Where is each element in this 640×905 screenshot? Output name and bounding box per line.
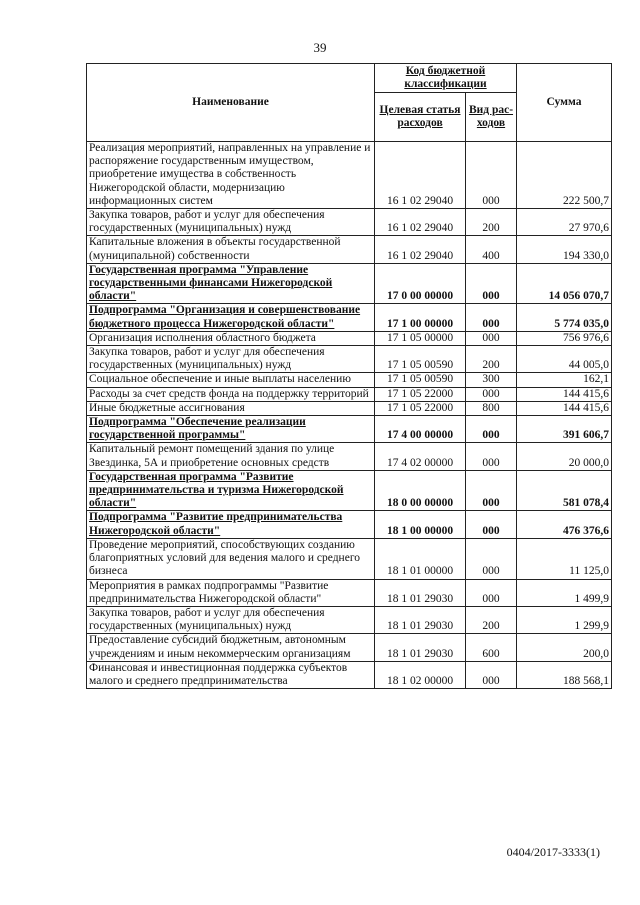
- row-sum: 222 500,7: [517, 142, 612, 209]
- header-target-article: Целевая статья расходов: [375, 93, 466, 142]
- header-expense-type: Вид рас-ходов: [466, 93, 517, 142]
- row-sum: 581 078,4: [517, 470, 612, 511]
- row-target-article: 18 1 01 29030: [375, 579, 466, 606]
- row-target-article: 17 0 00 00000: [375, 263, 466, 304]
- table-row: [87, 606, 612, 633]
- table-row: [87, 346, 612, 373]
- row-name: Социальное обеспечение и иные выплаты населению: [87, 373, 375, 387]
- table-row: [87, 373, 612, 387]
- row-expense-type: 000: [466, 416, 517, 443]
- row-name: Мероприятия в рамках подпрограммы "Развитие предпринимательства Нижегородской области": [87, 579, 375, 606]
- row-name: Финансовая и инвестиционная поддержка субъектов малого и среднего предпринимательства: [87, 661, 375, 688]
- row-name: Подпрограмма "Обеспечение реализации государственной программы": [87, 416, 375, 443]
- document-code: 0404/2017-3333(1): [506, 845, 600, 859]
- row-sum: 188 568,1: [517, 661, 612, 688]
- row-sum: 1 299,9: [517, 606, 612, 633]
- row-target-article: 17 1 05 00590: [375, 373, 466, 387]
- row-name: Государственная программа "Развитие предпринимательства и туризма Нижегородской области": [87, 470, 375, 511]
- row-target-article: 17 4 00 00000: [375, 416, 466, 443]
- row-expense-type: 000: [466, 142, 517, 209]
- table-row: [87, 511, 612, 538]
- row-target-article: 18 0 00 00000: [375, 470, 466, 511]
- row-expense-type: 000: [466, 579, 517, 606]
- row-sum: 27 970,6: [517, 209, 612, 236]
- row-target-article: 17 1 00 00000: [375, 304, 466, 331]
- row-sum: 200,0: [517, 634, 612, 661]
- row-expense-type: 200: [466, 209, 517, 236]
- row-target-article: 18 1 01 29030: [375, 606, 466, 633]
- row-sum: 20 000,0: [517, 443, 612, 470]
- row-name: Закупка товаров, работ и услуг для обеспечения государственных (муниципальных) нужд: [87, 606, 375, 633]
- row-expense-type: 000: [466, 538, 517, 579]
- table-header: [87, 64, 612, 142]
- row-name: Реализация мероприятий, направленных на управление и распоряжение государственным имуществом, приобретение имущества в собственность Нижегородской области, модернизацию информационных систем: [87, 142, 375, 209]
- table-row: [87, 579, 612, 606]
- row-expense-type: 800: [466, 401, 517, 415]
- row-expense-type: 200: [466, 346, 517, 373]
- row-sum: 756 976,6: [517, 331, 612, 345]
- row-sum: 14 056 070,7: [517, 263, 612, 304]
- row-name: Расходы за счет средств фонда на поддержку территорий: [87, 387, 375, 401]
- row-expense-type: 000: [466, 304, 517, 331]
- row-sum: 44 005,0: [517, 346, 612, 373]
- table-row: [87, 634, 612, 661]
- row-expense-type: 000: [466, 443, 517, 470]
- row-expense-type: 000: [466, 470, 517, 511]
- row-target-article: 18 1 00 00000: [375, 511, 466, 538]
- row-name: Капитальные вложения в объекты государственной (муниципальной) собственности: [87, 236, 375, 263]
- row-sum: 194 330,0: [517, 236, 612, 263]
- row-expense-type: 300: [466, 373, 517, 387]
- row-target-article: 17 1 05 22000: [375, 387, 466, 401]
- table-row: [87, 304, 612, 331]
- row-expense-type: 000: [466, 263, 517, 304]
- row-target-article: 18 1 02 00000: [375, 661, 466, 688]
- header-name: Наименование: [87, 64, 375, 142]
- row-target-article: 16 1 02 29040: [375, 209, 466, 236]
- row-name: Предоставление субсидий бюджетным, автономным учреждениям и иным некоммерческим организациям: [87, 634, 375, 661]
- row-sum: 11 125,0: [517, 538, 612, 579]
- row-expense-type: 200: [466, 606, 517, 633]
- table-row: [87, 142, 612, 209]
- row-name: Закупка товаров, работ и услуг для обеспечения государственных (муниципальных) нужд: [87, 346, 375, 373]
- table-row: [87, 387, 612, 401]
- row-expense-type: 000: [466, 331, 517, 345]
- row-sum: 144 415,6: [517, 401, 612, 415]
- row-name: Подпрограмма "Развитие предпринимательства Нижегородской области": [87, 511, 375, 538]
- row-name: Государственная программа "Управление государственными финансами Нижегородской области": [87, 263, 375, 304]
- table-row: [87, 416, 612, 443]
- row-target-article: 17 4 02 00000: [375, 443, 466, 470]
- table-row: [87, 331, 612, 345]
- row-target-article: 16 1 02 29040: [375, 236, 466, 263]
- row-target-article: 16 1 02 29040: [375, 142, 466, 209]
- row-sum: 162,1: [517, 373, 612, 387]
- row-name: Капитальный ремонт помещений здания по улице Звездинка, 5А и приобретение основных средств: [87, 443, 375, 470]
- row-expense-type: 400: [466, 236, 517, 263]
- row-sum: 1 499,9: [517, 579, 612, 606]
- row-name: Иные бюджетные ассигнования: [87, 401, 375, 415]
- row-target-article: 18 1 01 00000: [375, 538, 466, 579]
- row-sum: 391 606,7: [517, 416, 612, 443]
- row-name: Подпрограмма "Организация и совершенствование бюджетного процесса Нижегородской области": [87, 304, 375, 331]
- table-row: [87, 538, 612, 579]
- row-expense-type: 000: [466, 511, 517, 538]
- row-name: Проведение мероприятий, способствующих созданию благоприятных условий для ведения малого и среднего бизнеса: [87, 538, 375, 579]
- row-target-article: 17 1 05 00590: [375, 346, 466, 373]
- table-row: [87, 470, 612, 511]
- row-expense-type: 000: [466, 387, 517, 401]
- row-name: Закупка товаров, работ и услуг для обеспечения государственных (муниципальных) нужд: [87, 209, 375, 236]
- table-row: [87, 443, 612, 470]
- row-sum: 5 774 035,0: [517, 304, 612, 331]
- table-row: [87, 661, 612, 688]
- row-sum: 144 415,6: [517, 387, 612, 401]
- row-target-article: 17 1 05 22000: [375, 401, 466, 415]
- table-row: [87, 263, 612, 304]
- budget-table: [86, 63, 612, 689]
- row-name: Организация исполнения областного бюджета: [87, 331, 375, 345]
- row-target-article: 17 1 05 00000: [375, 331, 466, 345]
- row-sum: 476 376,6: [517, 511, 612, 538]
- header-sum: Сумма: [517, 64, 612, 142]
- page-number: 39: [313, 40, 327, 55]
- header-code-group: Код бюджетной классификации: [375, 64, 517, 93]
- table-body: [87, 142, 612, 689]
- row-expense-type: 000: [466, 661, 517, 688]
- row-expense-type: 600: [466, 634, 517, 661]
- table-row: [87, 236, 612, 263]
- table-row: [87, 401, 612, 415]
- row-target-article: 18 1 01 29030: [375, 634, 466, 661]
- table-row: [87, 209, 612, 236]
